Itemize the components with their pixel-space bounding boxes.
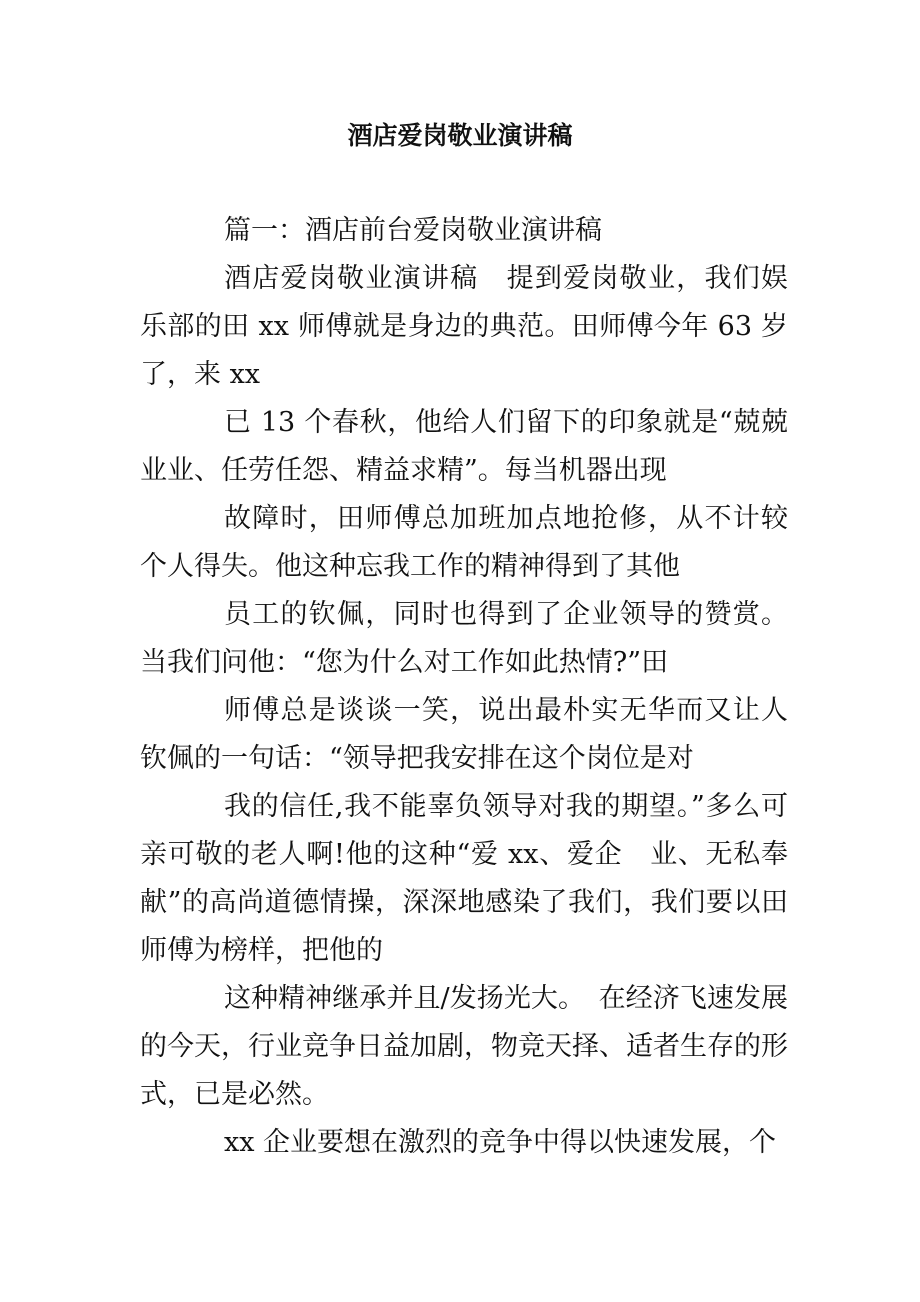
paragraph-6: 师傅总是谈谈一笑，说出最朴实无华而又让人钦佩的一句话：“领导把我安排在这个岗位是对: [140, 695, 788, 774]
paragraph-2: 酒店爱岗敬业演讲稿 提到爱岗敬业，我们娱乐部的田 xx 师傅就是身边的典范。田师傅今年 63 岁了，来 xx: [140, 263, 788, 390]
paragraph-8: 这种精神继承并且/发扬光大。 在经济飞速发展的今天，行业竞争日益加剧，物竞天择、适者生存的形式，已是必然。: [140, 983, 788, 1110]
document-title: 酒店爱岗敬业演讲稿: [347, 121, 573, 150]
paragraph-1: 篇一：酒店前台爱岗敬业演讲稿: [224, 215, 602, 246]
paragraph-3: 已 13 个春秋，他给人们留下的印象就是“兢兢业业、任劳任怨、精益求精”。每当机器出现: [140, 407, 788, 486]
paragraph-5: 员工的钦佩，同时也得到了企业领导的赞赏。当我们问他：“您为什么对工作如此热情?”田: [140, 599, 788, 678]
paragraph-9: xx 企业要想在激烈的竞争中得以快速发展，个: [224, 1127, 777, 1158]
paragraph-4: 故障时，田师傅总加班加点地抢修，从不计较个人得失。他这种忘我工作的精神得到了其他: [140, 503, 788, 582]
document-body: [140, 207, 788, 1167]
paragraph-7: 我的信任,我不能辜负领导对我的期望。”多么可亲可敬的老人啊!他的这种“爱 xx、爱企 业、无私奉献”的高尚道德情操，深深地感染了我们，我们要以田师傅为榜样，把他的: [140, 791, 788, 966]
